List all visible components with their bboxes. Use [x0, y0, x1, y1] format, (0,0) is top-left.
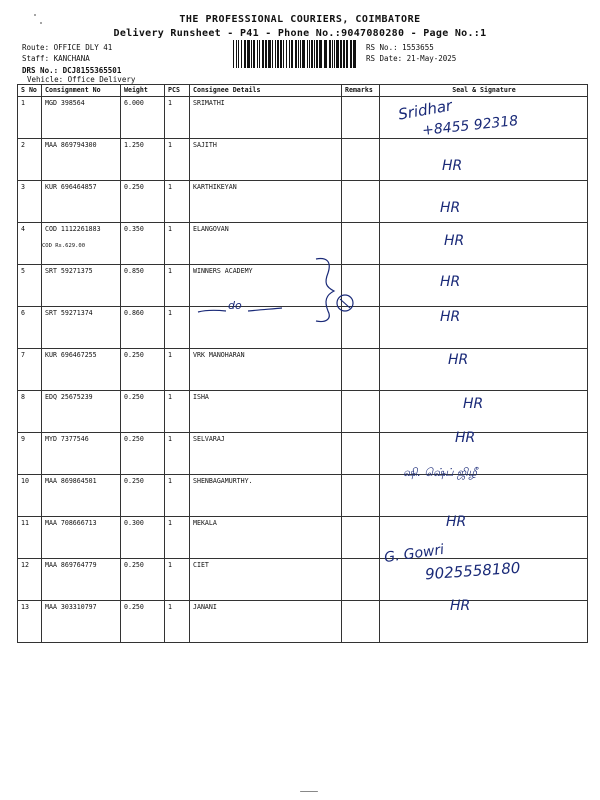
row-pcs: 1	[165, 181, 190, 223]
barcode-bar	[251, 40, 252, 68]
barcode-bar	[289, 40, 290, 68]
barcode-bar	[346, 40, 348, 68]
row-signature	[380, 139, 588, 181]
row-sno: 7	[18, 349, 42, 391]
row-remarks	[342, 433, 380, 475]
barcode-bar	[298, 40, 299, 68]
row-remarks	[342, 517, 380, 559]
row-pcs: 1	[165, 349, 190, 391]
barcode-bar	[291, 40, 293, 68]
row-consignment-no: COD 1112261883	[45, 225, 101, 233]
scan-speck	[40, 22, 42, 24]
row-signature	[380, 307, 588, 349]
barcode-bar	[353, 40, 356, 68]
row-consignee: MEKALA	[190, 517, 342, 559]
row-consignee: VRK MANOHARAN	[190, 349, 342, 391]
row-remarks	[342, 475, 380, 517]
row-consignment: EDQ 25675239	[42, 391, 121, 433]
row-consignee: WINNERS ACADEMY	[190, 265, 342, 307]
row-consignment: MGD 398564	[42, 97, 121, 139]
barcode-bar	[268, 40, 271, 68]
col-header-pcs: PCS	[165, 85, 190, 97]
row-weight: 0.250	[121, 391, 165, 433]
rs-number: RS No.: 1553655	[366, 43, 434, 52]
row-remarks	[342, 559, 380, 601]
row-pcs: 1	[165, 475, 190, 517]
runsheet-subtitle: Delivery Runsheet - P41 - Phone No.:9047080280 - Page No.:1	[113, 28, 487, 39]
table-row	[18, 517, 588, 559]
table-row	[18, 475, 588, 517]
row-signature	[380, 391, 588, 433]
row-pcs: 1	[165, 433, 190, 475]
row-sno: 4	[18, 223, 42, 265]
row-consignment: MAA 869864501	[42, 475, 121, 517]
barcode-bar	[272, 40, 273, 68]
row-weight: 0.250	[121, 433, 165, 475]
rs-date: RS Date: 21-May-2025	[366, 54, 457, 63]
row-signature	[380, 223, 588, 265]
row-remarks	[342, 391, 380, 433]
signature-hr: HR	[442, 158, 463, 174]
row-remarks	[342, 139, 380, 181]
table-row	[18, 307, 588, 349]
barcode-bar	[300, 40, 301, 68]
signature-hr: HR	[440, 200, 461, 216]
row-consignment: KUR 696467255	[42, 349, 121, 391]
row-sno: 11	[18, 517, 42, 559]
row-weight: 0.250	[121, 559, 165, 601]
signature-row10: ஷி. ஷெ்ப் ஜிழீ	[403, 466, 477, 479]
row-weight: 6.000	[121, 97, 165, 139]
row-consignment: MAA 869794300	[42, 139, 121, 181]
row-sno: 5	[18, 265, 42, 307]
barcode-bar	[233, 40, 234, 68]
row-pcs: 1	[165, 223, 190, 265]
table-row	[18, 391, 588, 433]
barcode-bar	[238, 40, 239, 68]
barcode-bar	[311, 40, 313, 68]
company-title: THE PROFESSIONAL COURIERS, COIMBATORE	[179, 14, 421, 25]
scan-speck	[34, 14, 36, 16]
row-sno: 1	[18, 97, 42, 139]
row-consignee: SAJITH	[190, 139, 342, 181]
row-pcs: 1	[165, 265, 190, 307]
signature-hr: HR	[446, 514, 467, 530]
barcode-bar	[343, 40, 345, 68]
row-sno: 8	[18, 391, 42, 433]
barcode-bar	[314, 40, 315, 68]
signature-row1-phone: +8455 92318	[421, 113, 519, 139]
row-pcs: 1	[165, 97, 190, 139]
row-consignee: ELANGOVAN	[190, 223, 342, 265]
barcode-bar	[295, 40, 297, 68]
signature-hr: HR	[444, 233, 465, 249]
barcode-bar	[283, 40, 284, 68]
table-row	[18, 223, 588, 265]
row-consignee: SELVARAJ	[190, 433, 342, 475]
col-header-remarks: Remarks	[342, 85, 380, 97]
drs-number: DRS No.: DCJ8155365501	[22, 66, 122, 75]
row-signature	[380, 265, 588, 307]
row-weight: 0.300	[121, 517, 165, 559]
row-consignee: SHENBAGAMURTHY.	[190, 475, 342, 517]
row-weight: 0.250	[121, 349, 165, 391]
table-row	[18, 349, 588, 391]
row-pcs: 1	[165, 307, 190, 349]
row-weight: 0.350	[121, 223, 165, 265]
barcode-bar	[309, 40, 310, 68]
route-label: Route: OFFICE DLY 41	[22, 43, 113, 52]
signature-hr: HR	[450, 598, 471, 614]
vehicle-label: Vehicle: Office Delivery	[27, 75, 136, 84]
row-consignee: SRIMATHI	[190, 97, 342, 139]
row-pcs: 1	[165, 559, 190, 601]
signature-hr: HR	[463, 396, 484, 412]
barcode-bar	[307, 40, 308, 68]
scan-speck	[300, 791, 318, 792]
barcode-bar	[244, 40, 246, 68]
barcode-bar	[324, 40, 327, 68]
row-weight: 0.860	[121, 307, 165, 349]
barcode-bar	[247, 40, 250, 68]
row-pcs: 1	[165, 601, 190, 643]
table-header-row	[18, 85, 588, 97]
barcode-bar	[319, 40, 322, 68]
table-row	[18, 181, 588, 223]
row-weight: 0.250	[121, 475, 165, 517]
signature-row12-name: G. Gowri	[383, 541, 446, 567]
brace-mark	[312, 255, 358, 325]
row-sno: 6	[18, 307, 42, 349]
col-header-consignment: Consignment No	[42, 85, 121, 97]
row-weight: 1.250	[121, 139, 165, 181]
barcode-bar	[316, 40, 318, 68]
barcode-bar	[262, 40, 264, 68]
signature-hr: HR	[440, 309, 461, 325]
row-consignment: MYD 7377546	[42, 433, 121, 475]
row-remarks	[342, 181, 380, 223]
row-weight: 0.250	[121, 181, 165, 223]
barcode-bar	[286, 40, 287, 68]
barcode-bar	[257, 40, 258, 68]
barcode-bar	[277, 40, 279, 68]
ditto-mark: do	[228, 299, 242, 312]
row-signature	[380, 181, 588, 223]
row-consignee: KARTHIKEYAN	[190, 181, 342, 223]
row-sno: 9	[18, 433, 42, 475]
row-remarks	[342, 97, 380, 139]
col-header-consignee: Consignee Details	[190, 85, 342, 97]
barcode	[233, 40, 357, 68]
barcode-bar	[336, 40, 339, 68]
row-consignee: ISHA	[190, 391, 342, 433]
row-consignment: MAA 708666713	[42, 517, 121, 559]
row-weight: 0.850	[121, 265, 165, 307]
col-header-weight: Weight	[121, 85, 165, 97]
row-consignee: JANANI	[190, 601, 342, 643]
row-pcs: 1	[165, 391, 190, 433]
row-pcs: 1	[165, 517, 190, 559]
row-weight: 0.250	[121, 601, 165, 643]
barcode-bar	[253, 40, 255, 68]
barcode-bar	[241, 40, 242, 68]
row-sno: 12	[18, 559, 42, 601]
barcode-bar	[334, 40, 335, 68]
row-consignment: MAA 869764779	[42, 559, 121, 601]
col-header-signature: Seal & Signature	[380, 85, 588, 97]
table-row	[18, 601, 588, 643]
row-remarks	[342, 349, 380, 391]
barcode-bar	[259, 40, 260, 68]
signature-hr: HR	[448, 352, 469, 368]
barcode-bar	[275, 40, 276, 68]
barcode-bar	[302, 40, 305, 68]
staff-label: Staff: KANCHANA	[22, 54, 90, 63]
barcode-bar	[329, 40, 331, 68]
table-row	[18, 139, 588, 181]
table-row	[18, 265, 588, 307]
row-consignment	[42, 223, 121, 265]
row-sno: 3	[18, 181, 42, 223]
row-signature	[380, 349, 588, 391]
barcode-bar	[340, 40, 342, 68]
barcode-bar	[236, 40, 237, 68]
table-row	[18, 433, 588, 475]
row-consignment: SRT 59271374	[42, 307, 121, 349]
row-consignment: SRT 59271375	[42, 265, 121, 307]
barcode-bar	[332, 40, 333, 68]
row-pcs: 1	[165, 139, 190, 181]
row-signature	[380, 601, 588, 643]
row-consignment: MAA 303310797	[42, 601, 121, 643]
row-sno: 2	[18, 139, 42, 181]
col-header-sno: S No	[18, 85, 42, 97]
signature-hr: HR	[455, 430, 476, 446]
signature-hr: HR	[440, 274, 461, 290]
signature-row12-phone: 9025558180	[424, 558, 521, 584]
signature-row1-name: Sridhar	[396, 96, 454, 124]
cod-amount: COD Rs.629.00	[42, 243, 86, 249]
row-consignee: CIET	[190, 559, 342, 601]
barcode-bar	[265, 40, 267, 68]
row-sno: 10	[18, 475, 42, 517]
row-consignment: KUR 696464857	[42, 181, 121, 223]
row-remarks	[342, 601, 380, 643]
row-sno: 13	[18, 601, 42, 643]
barcode-bar	[280, 40, 282, 68]
barcode-bar	[350, 40, 352, 68]
